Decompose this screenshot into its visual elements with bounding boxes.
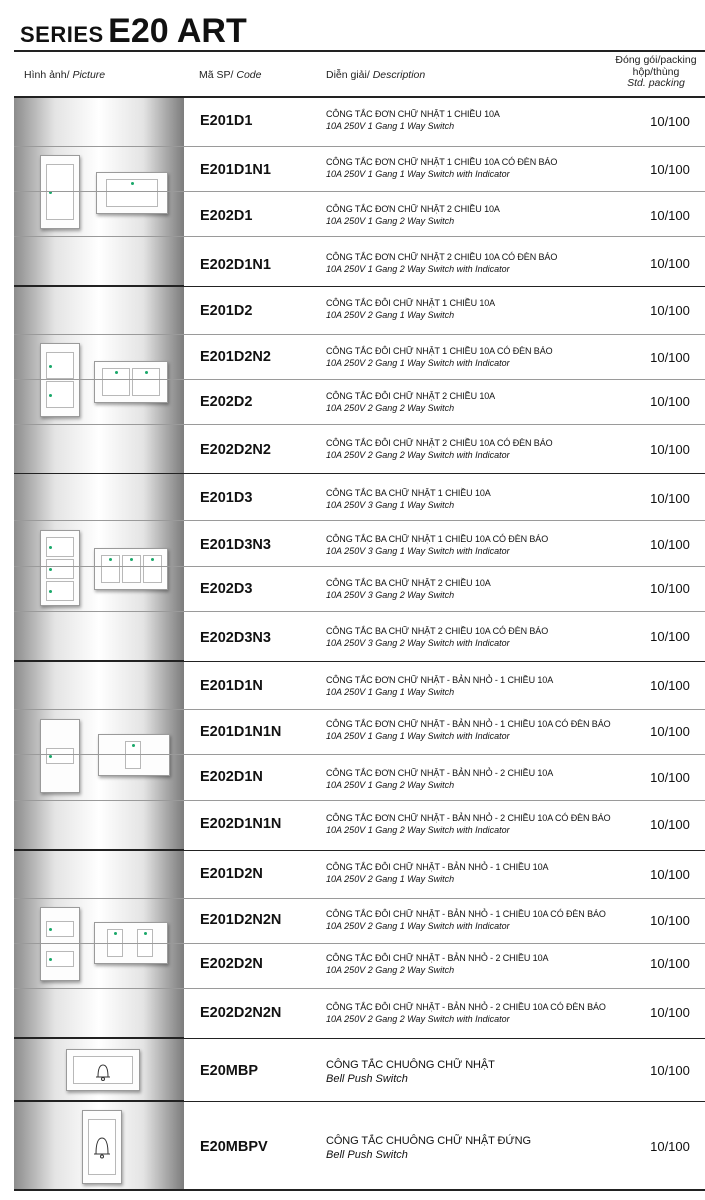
table-row bbox=[14, 1101, 705, 1189]
table-row bbox=[14, 800, 705, 850]
packing-value: 10/100 bbox=[650, 1005, 690, 1020]
description-en: 10A 250V 3 Gang 1 Way Switch with Indicator bbox=[326, 546, 510, 556]
description-en: 10A 250V 1 Gang 1 Way Switch bbox=[326, 687, 455, 697]
packing-value: 10/100 bbox=[650, 162, 690, 177]
description-vi: CÔNG TẮC ĐƠN CHỮ NHẬT - BẢN NHỎ - 2 CHIỀU 10A CÓ ĐÈN BÁO bbox=[326, 813, 611, 823]
product-description bbox=[326, 861, 548, 885]
packing-value: 10/100 bbox=[650, 114, 690, 129]
description-en: 10A 250V 3 Gang 1 Way Switch bbox=[326, 500, 455, 510]
product-code: E201D2N2 bbox=[200, 349, 271, 365]
table-row bbox=[14, 709, 705, 754]
product-code: E201D1N bbox=[200, 678, 263, 694]
title-model: E20 ART bbox=[108, 12, 247, 50]
table-row bbox=[14, 611, 705, 661]
packing-value: 10/100 bbox=[650, 867, 690, 882]
header-code-vi: Mã SP/ bbox=[199, 69, 234, 81]
packing-value: 10/100 bbox=[650, 913, 690, 928]
table-row bbox=[14, 236, 705, 286]
product-code: E202D2N bbox=[200, 956, 263, 972]
description-vi: CÔNG TẮC ĐÔI CHỮ NHẬT 1 CHIỀU 10A bbox=[326, 298, 496, 308]
title-series: SERIES bbox=[20, 22, 104, 47]
table-row bbox=[14, 98, 705, 146]
description-vi: CÔNG TẮC ĐƠN CHỮ NHẬT - BẢN NHỎ - 1 CHIỀU 10A bbox=[326, 675, 554, 685]
description-vi: CÔNG TẮC ĐÔI CHỮ NHẬT - BẢN NHỎ - 2 CHIỀU 10A CÓ ĐÈN BÁO bbox=[326, 1002, 606, 1012]
packing-value: 10/100 bbox=[650, 817, 690, 832]
packing-value: 10/100 bbox=[650, 303, 690, 318]
table-row bbox=[14, 191, 705, 236]
description-en: 10A 250V 2 Gang 1 Way Switch with Indicator bbox=[326, 921, 510, 931]
description-en: 10A 250V 1 Gang 1 Way Switch bbox=[326, 121, 455, 131]
description-en: 10A 250V 2 Gang 1 Way Switch bbox=[326, 874, 455, 884]
product-description bbox=[326, 908, 606, 932]
header-packing bbox=[600, 55, 705, 90]
description-en: Bell Push Switch bbox=[326, 1149, 408, 1161]
header-pack-line3: Std. packing bbox=[627, 77, 685, 89]
description-vi: CÔNG TẮC ĐÔI CHỮ NHẬT - BẢN NHỎ - 1 CHIỀU 10A bbox=[326, 862, 549, 872]
product-code: E202D2N2N bbox=[200, 1005, 282, 1021]
product-description bbox=[326, 674, 553, 698]
table-bottom-rule bbox=[14, 1189, 705, 1191]
description-vi: CÔNG TẮC BA CHỮ NHẬT 1 CHIỀU 10A bbox=[326, 488, 491, 498]
product-code: E201D2N2N bbox=[200, 912, 282, 928]
table-row bbox=[14, 424, 705, 473]
description-en: Bell Push Switch bbox=[326, 1073, 408, 1085]
description-en: 10A 250V 2 Gang 2 Way Switch with Indicator bbox=[326, 1014, 510, 1024]
packing-value: 10/100 bbox=[650, 537, 690, 552]
description-vi: CÔNG TẮC BA CHỮ NHẬT 2 CHIỀU 10A CÓ ĐÈN BÁO bbox=[326, 626, 549, 636]
product-code: E201D1N1 bbox=[200, 162, 271, 178]
table-row bbox=[14, 1038, 705, 1101]
header-code-en: Code bbox=[233, 69, 262, 81]
description-vi: CÔNG TẮC ĐƠN CHỮ NHẬT 1 CHIỀU 10A bbox=[326, 109, 500, 119]
product-description bbox=[326, 108, 500, 132]
description-vi: CÔNG TẮC CHUÔNG CHỮ NHẬT ĐỨNG bbox=[326, 1135, 531, 1147]
packing-value: 10/100 bbox=[650, 770, 690, 785]
product-code: E202D1N bbox=[200, 769, 263, 785]
product-description bbox=[326, 812, 611, 836]
description-en: 10A 250V 1 Gang 2 Way Switch with Indicator bbox=[326, 825, 510, 835]
description-vi: CÔNG TẮC BA CHỮ NHẬT 1 CHIỀU 10A CÓ ĐÈN BÁO bbox=[326, 534, 549, 544]
header-picture-vi: Hình ảnh/ bbox=[24, 69, 70, 81]
product-code: E202D2N2 bbox=[200, 442, 271, 458]
header-desc-vi: Diễn giải/ bbox=[326, 69, 370, 81]
header-desc-en: Description bbox=[369, 69, 426, 81]
product-code: E201D1 bbox=[200, 113, 253, 129]
description-en: 10A 250V 3 Gang 2 Way Switch with Indicator bbox=[326, 638, 510, 648]
description-vi: CÔNG TẮC CHUÔNG CHỮ NHẬT bbox=[326, 1059, 495, 1071]
description-vi: CÔNG TẮC ĐƠN CHỮ NHẬT 2 CHIỀU 10A bbox=[326, 204, 500, 214]
product-code: E202D3N3 bbox=[200, 630, 271, 646]
header-code bbox=[199, 69, 261, 81]
product-code: E201D2N bbox=[200, 866, 263, 882]
product-description bbox=[326, 952, 548, 976]
description-en: 10A 250V 1 Gang 2 Way Switch bbox=[326, 216, 455, 226]
description-en: 10A 250V 1 Gang 2 Way Switch bbox=[326, 780, 455, 790]
description-en: 10A 250V 2 Gang 2 Way Switch bbox=[326, 965, 455, 975]
packing-value: 10/100 bbox=[650, 394, 690, 409]
page-title bbox=[20, 12, 247, 51]
description-en: 10A 250V 1 Gang 2 Way Switch with Indicator bbox=[326, 264, 510, 274]
packing-value: 10/100 bbox=[650, 678, 690, 693]
product-code: E201D1N1N bbox=[200, 724, 282, 740]
description-en: 10A 250V 1 Gang 1 Way Switch with Indicator bbox=[326, 169, 510, 179]
product-description bbox=[326, 625, 548, 649]
packing-value: 10/100 bbox=[650, 956, 690, 971]
table-row bbox=[14, 473, 705, 520]
product-code: E20MBPV bbox=[200, 1139, 268, 1155]
product-code: E202D1N1 bbox=[200, 257, 271, 273]
description-en: 10A 250V 1 Gang 1 Way Switch with Indicator bbox=[326, 731, 510, 741]
packing-value: 10/100 bbox=[650, 491, 690, 506]
product-description bbox=[326, 1134, 531, 1162]
packing-value: 10/100 bbox=[650, 581, 690, 596]
product-description bbox=[326, 390, 495, 414]
table-row bbox=[14, 943, 705, 988]
table-row bbox=[14, 898, 705, 943]
product-description bbox=[326, 533, 548, 557]
product-code: E201D3 bbox=[200, 490, 253, 506]
product-description bbox=[326, 345, 553, 369]
description-vi: CÔNG TẮC ĐƠN CHỮ NHẬT 1 CHIỀU 10A CÓ ĐÈN BÁO bbox=[326, 157, 558, 167]
description-vi: CÔNG TẮC ĐƠN CHỮ NHẬT 2 CHIỀU 10A CÓ ĐÈN BÁO bbox=[326, 252, 558, 262]
product-code: E201D2 bbox=[200, 303, 253, 319]
product-code: E202D1 bbox=[200, 208, 253, 224]
table-row bbox=[14, 661, 705, 709]
description-en: 10A 250V 2 Gang 2 Way Switch with Indicator bbox=[326, 450, 510, 460]
packing-value: 10/100 bbox=[650, 1139, 690, 1154]
description-vi: CÔNG TẮC ĐÔI CHỮ NHẬT - BẢN NHỎ - 2 CHIỀU 10A bbox=[326, 953, 549, 963]
product-description bbox=[326, 487, 491, 511]
table-row bbox=[14, 850, 705, 898]
description-vi: CÔNG TẮC ĐÔI CHỮ NHẬT 2 CHIỀU 10A CÓ ĐÈN BÁO bbox=[326, 438, 553, 448]
packing-value: 10/100 bbox=[650, 442, 690, 457]
product-description bbox=[326, 1058, 495, 1086]
description-vi: CÔNG TẮC BA CHỮ NHẬT 2 CHIỀU 10A bbox=[326, 578, 491, 588]
product-description bbox=[326, 251, 557, 275]
product-description bbox=[326, 203, 500, 227]
table-row bbox=[14, 566, 705, 611]
description-en: 10A 250V 2 Gang 1 Way Switch bbox=[326, 310, 455, 320]
product-description bbox=[326, 297, 495, 321]
product-code: E201D3N3 bbox=[200, 537, 271, 553]
packing-value: 10/100 bbox=[650, 208, 690, 223]
header-pack-line1: Đóng gói/packing bbox=[615, 54, 697, 66]
description-vi: CÔNG TẮC ĐÔI CHỮ NHẬT 1 CHIỀU 10A CÓ ĐÈN BÁO bbox=[326, 346, 553, 356]
table-row bbox=[14, 754, 705, 800]
description-en: 10A 250V 2 Gang 2 Way Switch bbox=[326, 403, 455, 413]
header-picture bbox=[24, 69, 105, 81]
table-row bbox=[14, 334, 705, 379]
description-en: 10A 250V 3 Gang 2 Way Switch bbox=[326, 590, 455, 600]
table-row bbox=[14, 520, 705, 566]
product-description bbox=[326, 1001, 606, 1025]
description-vi: CÔNG TẮC ĐƠN CHỮ NHẬT - BẢN NHỎ - 1 CHIỀU 10A CÓ ĐÈN BÁO bbox=[326, 719, 611, 729]
header-pack-line2: hộp/thùng bbox=[632, 65, 680, 78]
product-description bbox=[326, 156, 557, 180]
product-code: E202D2 bbox=[200, 394, 253, 410]
product-code: E202D3 bbox=[200, 581, 253, 597]
product-description bbox=[326, 718, 611, 742]
packing-value: 10/100 bbox=[650, 724, 690, 739]
packing-value: 10/100 bbox=[650, 1063, 690, 1078]
packing-value: 10/100 bbox=[650, 256, 690, 271]
header-picture-en: Picture bbox=[69, 69, 106, 81]
description-vi: CÔNG TẮC ĐƠN CHỮ NHẬT - BẢN NHỎ - 2 CHIỀU 10A bbox=[326, 768, 554, 778]
packing-value: 10/100 bbox=[650, 629, 690, 644]
packing-value: 10/100 bbox=[650, 350, 690, 365]
table-row bbox=[14, 286, 705, 334]
product-description bbox=[326, 577, 491, 601]
description-vi: CÔNG TẮC ĐÔI CHỮ NHẬT 2 CHIỀU 10A bbox=[326, 391, 496, 401]
table-row bbox=[14, 379, 705, 424]
product-code: E202D1N1N bbox=[200, 816, 282, 832]
product-code: E20MBP bbox=[200, 1063, 259, 1079]
description-en: 10A 250V 2 Gang 1 Way Switch with Indicator bbox=[326, 358, 510, 368]
title-rule bbox=[14, 50, 705, 52]
table-row bbox=[14, 146, 705, 191]
product-description bbox=[326, 437, 553, 461]
header-description bbox=[326, 69, 425, 81]
table-row bbox=[14, 988, 705, 1038]
description-vi: CÔNG TẮC ĐÔI CHỮ NHẬT - BẢN NHỎ - 1 CHIỀU 10A CÓ ĐÈN BÁO bbox=[326, 909, 606, 919]
product-description bbox=[326, 767, 553, 791]
